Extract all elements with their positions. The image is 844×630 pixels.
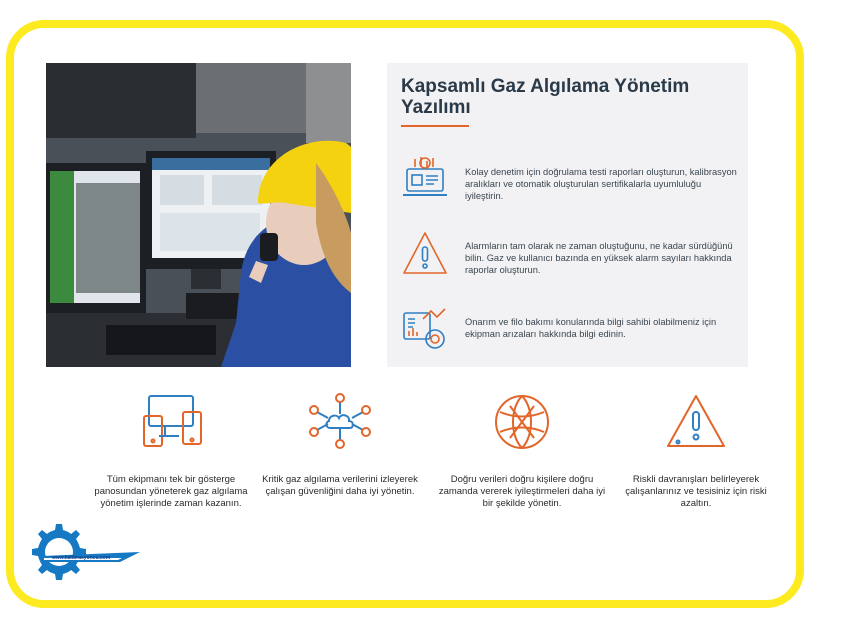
feature-panel — [387, 63, 748, 367]
logo-url: www.kalibrasyoncu.com — [52, 555, 111, 561]
card-text-data-sharing: Doğru verileri doğru kişilere doğru zamanda vererek iyileştirmeleri daha iyi bir şekilde yönetin. — [438, 473, 606, 509]
feature-item-alarms — [401, 229, 741, 285]
operator-photo — [46, 63, 351, 367]
analytics-gear-icon — [401, 305, 449, 353]
card-text-dashboard: Tüm ekipmanı tek bir gösterge panosundan yöneterek gaz algılama yönetim işlerinde zaman kazanın. — [94, 473, 248, 509]
title-underline — [401, 125, 469, 127]
cloud-network-icon — [308, 390, 372, 454]
feature-text-reports: Kolay denetim için doğrulama testi raporları oluşturun, kalibrasyon aralıkları ve otomatik oluşturulan sertifikalarla uyumluluğu iyileştirin. — [465, 167, 737, 202]
feature-item-maintenance — [401, 305, 741, 361]
warning-triangle-icon — [401, 229, 449, 277]
feature-item-reports — [401, 155, 741, 211]
panel-title: Kapsamlı Gaz Algılama Yönetim Yazılımı — [401, 76, 690, 118]
card-text-monitoring: Kritik gaz algılama verilerini izleyerek çalışan güvenliğini daha iyi yönetin. — [262, 473, 418, 497]
feature-text-alarms: Alarmların tam olarak ne zaman oluştuğunu, ne kadar sürdüğünü bilin. Gaz ve kullanıcı bazında en yüksek alarm sayıları hakkında raporlar oluşturun. — [465, 241, 733, 276]
feature-text-maintenance: Onarım ve filo bakımı konularında bilgi sahibi olabilmeniz için ekipman arızaları hakkında bilgi edinin. — [465, 317, 717, 340]
card-text-risk: Riskli davranışları belirleyerek çalışanlarınız ve tesisiniz için riski azaltın. — [625, 473, 767, 509]
devices-icon — [139, 390, 203, 454]
warning-triangle-icon — [664, 390, 728, 454]
dashboard-report-icon — [401, 155, 449, 203]
globe-network-icon — [490, 390, 554, 454]
